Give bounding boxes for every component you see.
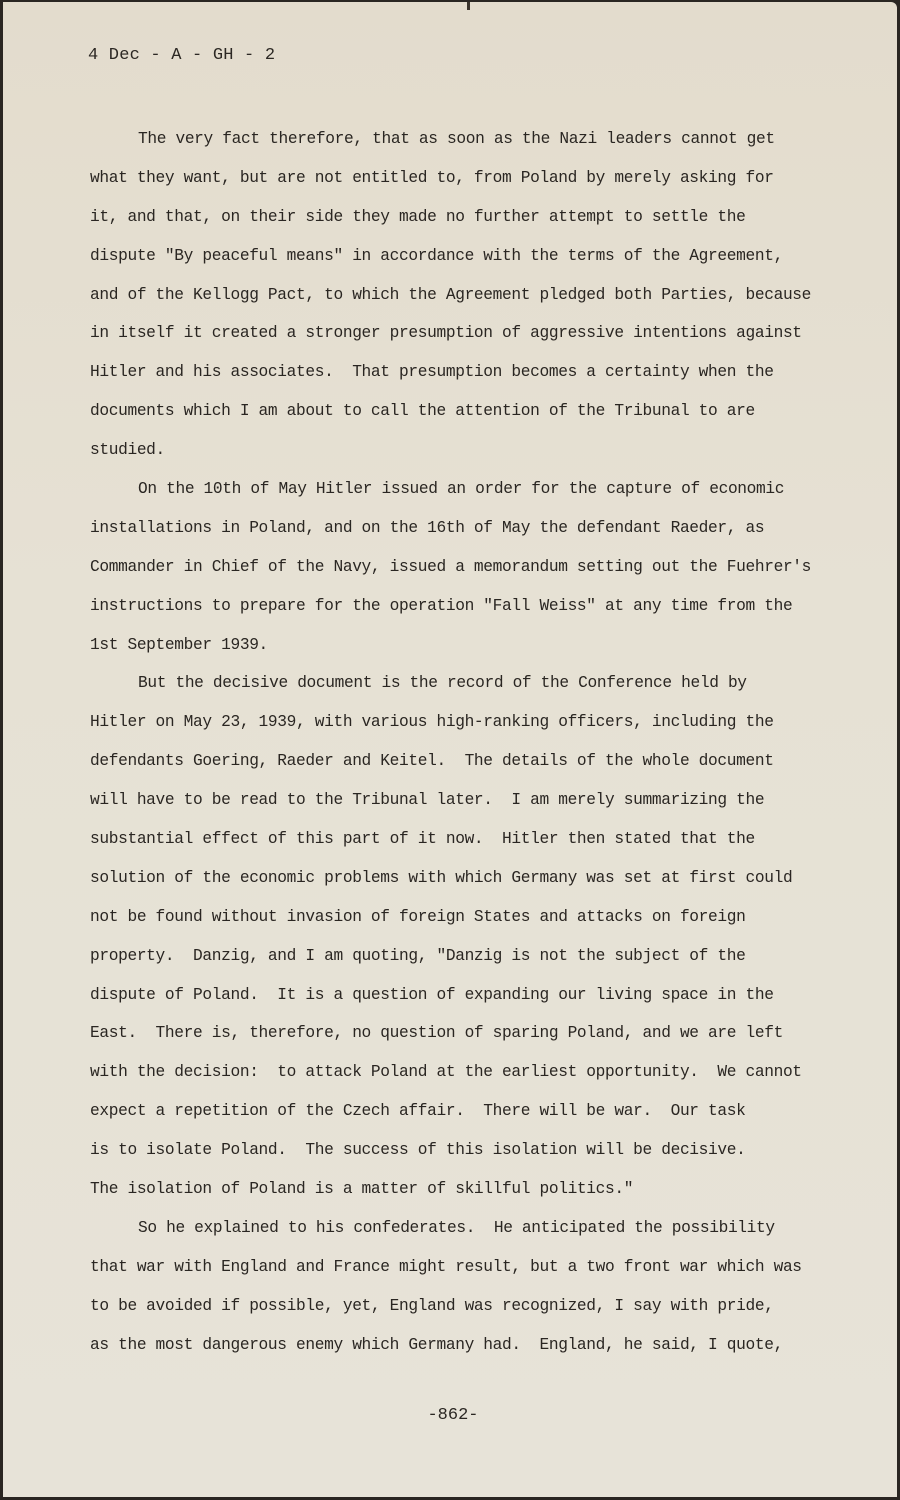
text-line: will have to be read to the Tribunal later. I am merely summarizing the bbox=[90, 791, 765, 810]
text-line: it, and that, on their side they made no further attempt to settle the bbox=[90, 207, 746, 226]
text-line: substantial effect of this part of it now. Hitler then stated that the bbox=[90, 830, 755, 849]
page-header: 4 Dec - A - GH - 2 bbox=[88, 46, 276, 65]
text-line: The very fact therefore, that as soon as the Nazi leaders cannot get bbox=[138, 130, 775, 148]
text-line: documents which I am about to call the attention of the Tribunal to are bbox=[90, 402, 755, 421]
staple-mark bbox=[467, 2, 470, 10]
text-line: is to isolate Poland. The success of this isolation will be decisive. bbox=[90, 1141, 746, 1160]
document-page bbox=[3, 2, 897, 1497]
text-line: as the most dangerous enemy which Germany had. England, he said, I quote, bbox=[90, 1335, 783, 1354]
text-line: 1st September 1939. bbox=[90, 635, 268, 654]
text-line: Commander in Chief of the Navy, issued a memorandum setting out the Fuehrer's bbox=[90, 557, 812, 576]
text-line: The isolation of Poland is a matter of skillful politics." bbox=[90, 1180, 634, 1199]
text-line: not be found without invasion of foreign States and attacks on foreign bbox=[90, 907, 746, 926]
document-body bbox=[90, 120, 850, 1365]
text-line: studied. bbox=[90, 441, 165, 460]
page-number: -862- bbox=[427, 1406, 479, 1425]
text-line: what they want, but are not entitled to, from Poland by merely asking for bbox=[90, 168, 774, 187]
text-line: solution of the economic problems with which Germany was set at first could bbox=[90, 868, 793, 887]
text-line: installations in Poland, and on the 16th of May the defendant Raeder, as bbox=[90, 518, 765, 537]
text-line: On the 10th of May Hitler issued an order for the capture of economic bbox=[138, 480, 785, 499]
text-line: property. Danzig, and I am quoting, "Danzig is not the subject of the bbox=[90, 946, 746, 965]
text-line: expect a repetition of the Czech affair. There will be war. Our task bbox=[90, 1102, 746, 1121]
text-line: that war with England and France might result, but a two front war which was bbox=[90, 1257, 802, 1276]
text-line: and of the Kellogg Pact, to which the Agreement pledged both Parties, because bbox=[90, 285, 812, 304]
text-line: defendants Goering, Raeder and Keitel. The details of the whole document bbox=[90, 752, 774, 771]
text-line: with the decision: to attack Poland at the earliest opportunity. We cannot bbox=[90, 1063, 802, 1082]
text-line: East. There is, therefore, no question of sparing Poland, and we are left bbox=[90, 1024, 783, 1043]
text-line: Hitler on May 23, 1939, with various high-ranking officers, including the bbox=[90, 713, 774, 732]
text-line: dispute of Poland. It is a question of expanding our living space in the bbox=[90, 985, 774, 1004]
text-line: instructions to prepare for the operation "Fall Weiss" at any time from the bbox=[90, 596, 793, 615]
text-line: dispute "By peaceful means" in accordance with the terms of the Agreement, bbox=[90, 246, 783, 265]
text-line: So he explained to his confederates. He anticipated the possibility bbox=[138, 1218, 775, 1237]
text-line: to be avoided if possible, yet, England was recognized, I say with pride, bbox=[90, 1296, 774, 1315]
text-line: in itself it created a stronger presumption of aggressive intentions against bbox=[90, 324, 802, 343]
text-line: Hitler and his associates. That presumption becomes a certainty when the bbox=[90, 363, 774, 382]
text-line: But the decisive document is the record of the Conference held by bbox=[138, 674, 747, 693]
